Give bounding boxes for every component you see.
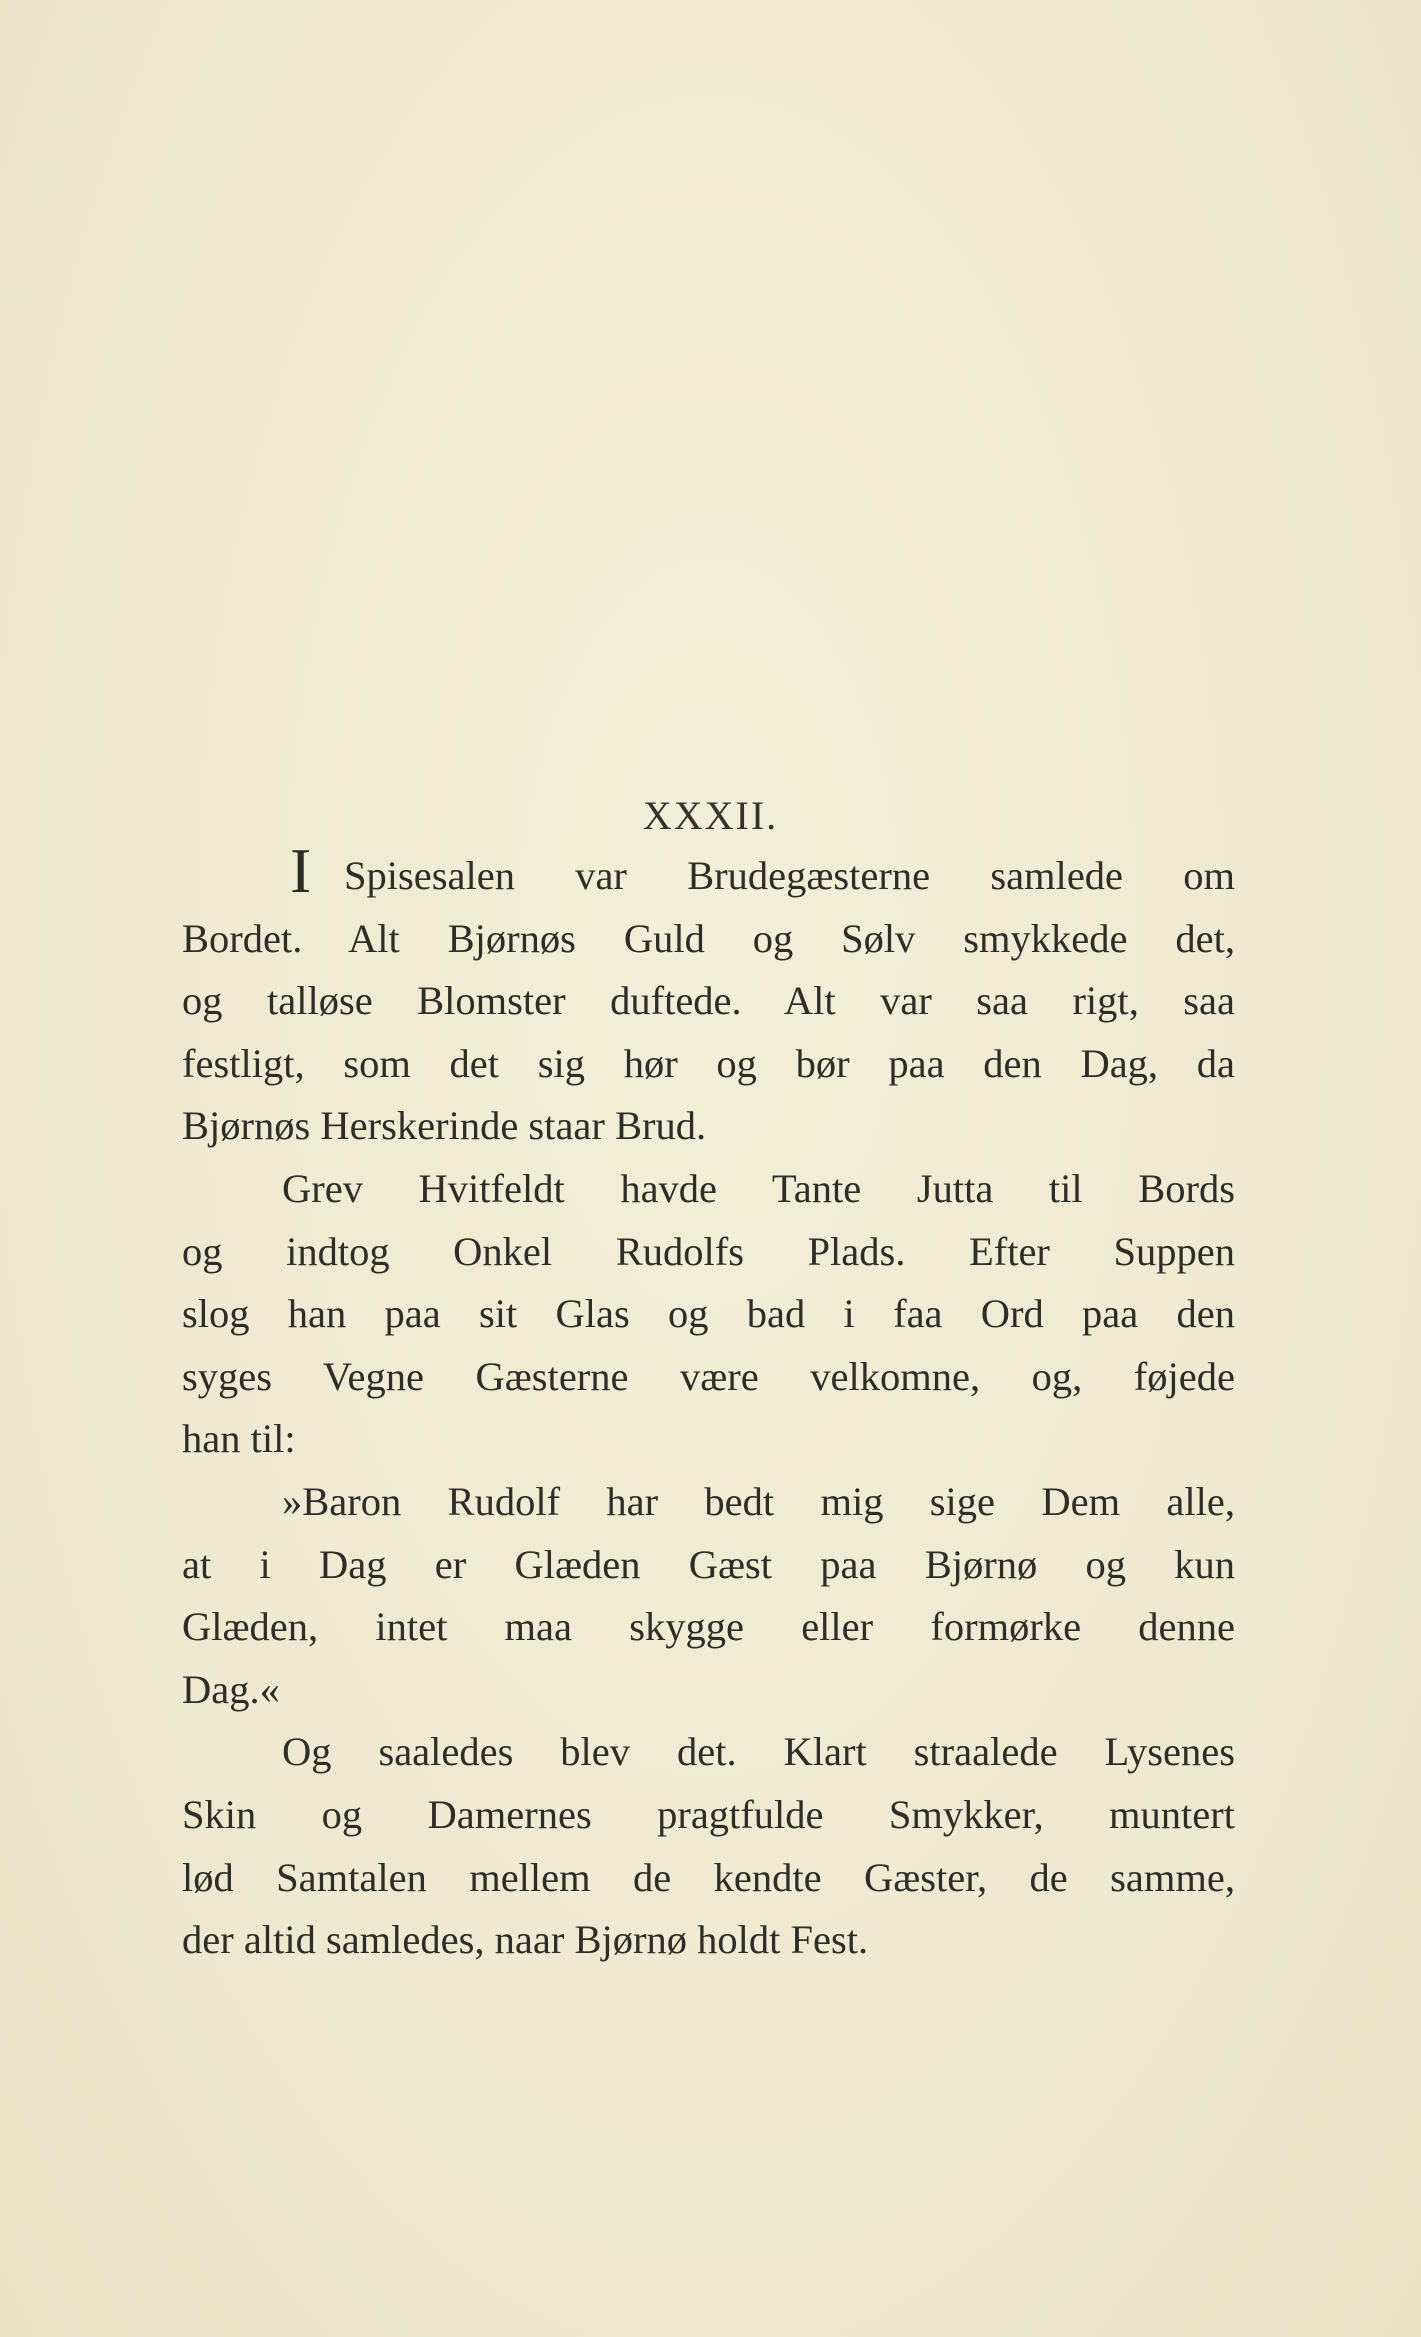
text-line: festligt, som det sig hør og bør paa den Dag, da — [182, 1040, 1235, 1086]
text-line: Bordet. Alt Bjørnøs Guld og Sølv smykkede det, — [182, 915, 1235, 961]
text-line: lød Samtalen mellem de kendte Gæster, de samme, — [182, 1854, 1235, 1900]
text-line — [182, 835, 1235, 908]
text-line: at i Dag er Glæden Gæst paa Bjørnø og kun — [182, 1541, 1235, 1587]
text-line-content: Spisesalen var Brudegæsterne samlede om — [344, 853, 1235, 898]
text-line: syges Vegne Gæsterne være velkomne, og, føjede — [182, 1353, 1235, 1399]
text-line: Skin og Damernes pragtfulde Smykker, muntert — [182, 1791, 1235, 1837]
text-line: Glæden, intet maa skygge eller formørke denne — [182, 1604, 1235, 1650]
text-line: han til: — [182, 1416, 296, 1462]
text-line: slog han paa sit Glas og bad i faa Ord paa den — [182, 1291, 1235, 1337]
text-line: Bjørnøs Herskerinde staar Brud. — [182, 1103, 707, 1149]
body-text — [182, 835, 1235, 1972]
text-line: og indtog Onkel Rudolfs Plads. Efter Suppen — [182, 1228, 1235, 1274]
text-line: Og saaledes blev det. Klart straalede Lysenes — [282, 1729, 1235, 1775]
text-line: Grev Hvitfeldt havde Tante Jutta til Bords — [282, 1165, 1235, 1211]
drop-cap: I — [290, 835, 312, 906]
chapter-heading: XXXII. — [642, 793, 779, 838]
text-line: Dag.« — [182, 1666, 280, 1712]
text-line: der altid samledes, naar Bjørnø holdt Fest. — [182, 1917, 869, 1963]
text-line: og talløse Blomster duftede. Alt var saa rigt, saa — [182, 978, 1235, 1024]
text-line: »Baron Rudolf har bedt mig sige Dem alle, — [282, 1478, 1235, 1524]
